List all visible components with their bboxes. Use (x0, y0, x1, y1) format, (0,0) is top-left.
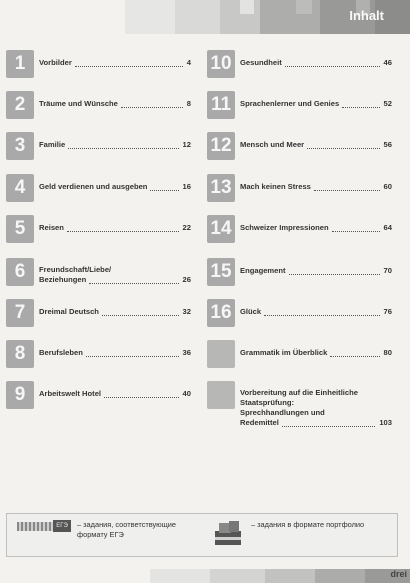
toc-entry[interactable] (6, 340, 191, 376)
chapter-number-box: 15 (207, 258, 235, 286)
legend-ege-text: – задания, соответствующие формату ЕГЭ (77, 520, 177, 539)
dot-leader (104, 391, 179, 398)
dot-leader (314, 184, 380, 191)
footer-decoration (0, 566, 410, 583)
chapter-title: Arbeitswelt Hotel (39, 389, 102, 398)
dot-leader (332, 225, 380, 232)
dot-leader (307, 142, 379, 149)
dot-leader (282, 420, 376, 427)
chapter-title: Vorbereitung auf die Einheitliche Staatsprüfung: Sprechhandlungen und Redemittel (240, 388, 358, 427)
chapter-title: Mensch und Meer (240, 140, 305, 149)
chapter-number-box (207, 340, 235, 368)
page-number: 60 (383, 182, 392, 191)
page-number-word: drei (390, 569, 407, 579)
chapter-title: Mach keinen Stress (240, 182, 311, 191)
chapter-number-box: 4 (6, 174, 34, 202)
chapter-title: Geld verdienen und ausgeben (39, 182, 148, 191)
page-number: 26 (182, 275, 191, 284)
chapter-title: Vorbilder (39, 58, 72, 67)
ege-tag-label: ЕГЭ (53, 520, 71, 532)
chapter-title: Grammatik im Überblick (240, 348, 328, 357)
legend-box (6, 513, 398, 557)
chapter-number-box: 8 (6, 340, 34, 368)
toc-entry[interactable] (6, 381, 191, 417)
page-number: 80 (383, 348, 392, 357)
toc-entry[interactable] (6, 299, 191, 335)
toc-entry[interactable] (207, 215, 392, 251)
dot-leader (68, 142, 178, 149)
chapter-title: Engagement (240, 266, 286, 275)
page-number: 16 (182, 182, 191, 191)
toc-entry[interactable] (207, 174, 392, 210)
dot-leader (285, 60, 380, 67)
toc-entry[interactable] (207, 381, 392, 427)
page-number: 40 (182, 389, 191, 398)
page-number: 76 (383, 307, 392, 316)
chapter-number-box: 14 (207, 215, 235, 243)
dot-leader (86, 350, 179, 357)
dot-leader (330, 350, 379, 357)
page-number: 32 (182, 307, 191, 316)
page-number: 52 (383, 99, 392, 108)
chapter-title: Glück (240, 307, 262, 316)
chapter-title: Freundschaft/Liebe/ Beziehungen (39, 265, 112, 284)
chapter-title: Sprachenlerner und Genies (240, 99, 340, 108)
toc-entry[interactable] (207, 132, 392, 168)
chapter-number-box: 3 (6, 132, 34, 160)
page-number: 22 (182, 223, 191, 232)
page-number: 12 (182, 140, 191, 149)
toc-entry[interactable] (207, 340, 392, 376)
page-number: 64 (383, 223, 392, 232)
toc-entry[interactable] (207, 91, 392, 127)
page-number: 4 (186, 58, 191, 67)
dot-leader (89, 277, 178, 284)
chapter-number-box (207, 381, 235, 409)
page-title: Inhalt (349, 8, 384, 23)
chapter-title: Reisen (39, 223, 64, 232)
page-number: 8 (186, 99, 191, 108)
chapter-title: Schweizer Impressionen (240, 223, 329, 232)
chapter-number-box: 16 (207, 299, 235, 327)
dot-leader (121, 101, 183, 108)
page-number: 103 (379, 418, 392, 427)
toc-entry[interactable] (207, 50, 392, 86)
page-number: 70 (383, 266, 392, 275)
chapter-number-box: 11 (207, 91, 235, 119)
dot-leader (150, 184, 178, 191)
dot-leader (67, 225, 179, 232)
chapter-number-box: 10 (207, 50, 235, 78)
chapter-title: Familie (39, 140, 66, 149)
toc-entry[interactable] (6, 215, 191, 251)
page-number: 56 (383, 140, 392, 149)
toc-entry[interactable] (6, 174, 191, 210)
dot-leader (342, 101, 379, 108)
toc-entry[interactable] (6, 91, 191, 127)
dot-leader (289, 268, 380, 275)
toc-entry[interactable] (6, 258, 191, 294)
dot-leader (102, 309, 179, 316)
chapter-number-box: 7 (6, 299, 34, 327)
toc-entry[interactable] (6, 50, 191, 86)
chapter-number-box: 13 (207, 174, 235, 202)
chapter-number-box: 12 (207, 132, 235, 160)
footer-bar (0, 566, 410, 583)
chapter-title: Träume und Wünsche (39, 99, 118, 108)
header-bar (0, 0, 410, 34)
chapter-number-box: 6 (6, 258, 34, 286)
dot-leader (75, 60, 183, 67)
chapter-title: Berufsleben (39, 348, 83, 357)
toc-entry[interactable] (207, 299, 392, 335)
portfolio-folder-icon (213, 519, 243, 547)
chapter-title: Dreimal Deutsch (39, 307, 99, 316)
chapter-title: Gesundheit (240, 58, 282, 67)
toc-entry[interactable] (6, 132, 191, 168)
legend-portfolio-text: – задания в формате портфолио (251, 520, 365, 529)
chapter-number-box: 9 (6, 381, 34, 409)
chapter-number-box: 5 (6, 215, 34, 243)
chapter-number-box: 1 (6, 50, 34, 78)
chapter-number-box: 2 (6, 91, 34, 119)
toc-entry[interactable] (207, 258, 392, 294)
page-number: 46 (383, 58, 392, 67)
page-number: 36 (182, 348, 191, 357)
dot-leader (264, 309, 379, 316)
